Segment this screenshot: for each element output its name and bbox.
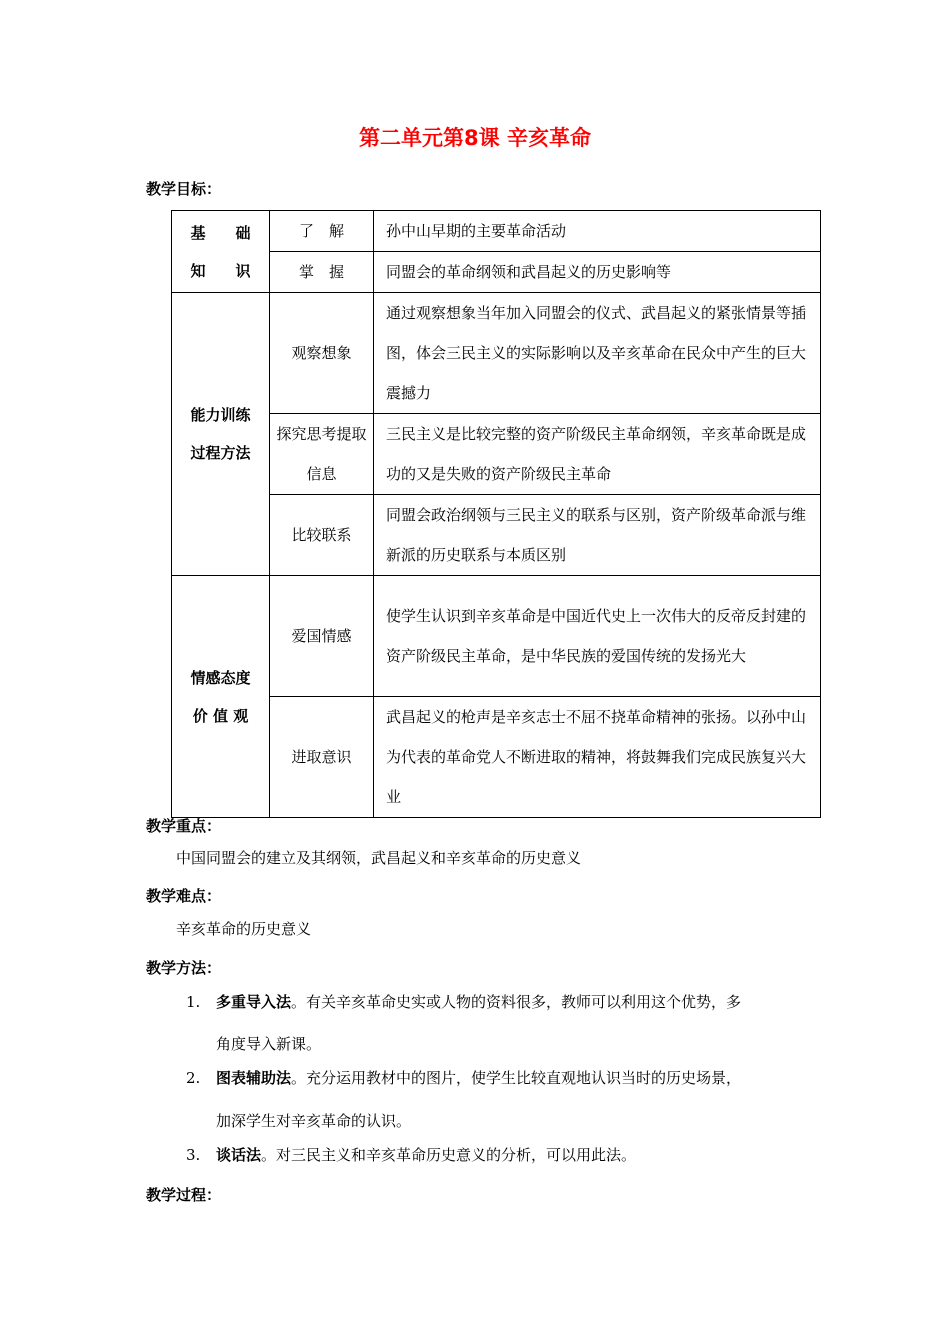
table-row (172, 252, 821, 293)
method-continuation: 加深学生对辛亥革命的认识。 (216, 1112, 412, 1130)
process-heading: 教学过程： (146, 1186, 222, 1204)
category-ability (172, 293, 270, 576)
category-line: 过程方法 (190, 444, 251, 462)
content-cell: 使学生认识到辛亥革命是中国近代史上一次伟大的反帝反封建的资产阶级民主革命，是中华民族的爱国传统的发扬光大 (374, 576, 821, 697)
category-basic (172, 211, 270, 293)
sub-label: 探究思考提取信息 (270, 414, 374, 495)
key-points-text: 中国同盟会的建立及其纲领，武昌起义和辛亥革命的历史意义 (176, 849, 582, 867)
objectives-heading: 教学目标： (146, 180, 222, 198)
method-name: 图表辅助法 (216, 1069, 292, 1087)
content-cell: 三民主义是比较完整的资产阶级民主革命纲领，辛亥革命既是成功的又是失败的资产阶级民主革命 (374, 414, 821, 495)
sub-label: 观察想象 (270, 293, 374, 414)
sub-label: 爱国情感 (270, 576, 374, 697)
list-item (186, 1055, 816, 1102)
method-name: 谈话法 (216, 1146, 262, 1164)
table-row (172, 495, 821, 576)
category-line: 知 识 (190, 261, 251, 280)
category-line: 基 础 (190, 223, 251, 242)
list-number: 1. (186, 993, 201, 1011)
sub-label: 进取意识 (270, 697, 374, 818)
document-title: 第二单元第8课 辛亥革命 (359, 126, 591, 150)
difficulties-heading: 教学难点： (146, 887, 222, 905)
method-name: 多重导入法 (216, 993, 292, 1011)
method-text: 。充分运用教材中的图片，使学生比较直观地认识当时的历史场景， (291, 1069, 742, 1087)
method-text: 。有关辛亥革命史实或人物的资料很多，教师可以利用这个优势，多 (291, 993, 742, 1011)
difficulties-text: 辛亥革命的历史意义 (176, 920, 312, 938)
objectives-table (171, 210, 821, 818)
list-number: 2. (186, 1069, 201, 1087)
category-line: 能力训练 (190, 406, 251, 424)
table-row (172, 414, 821, 495)
content-cell: 同盟会政治纲领与三民主义的联系与区别，资产阶级革命派与维新派的历史联系与本质区别 (374, 495, 821, 576)
method-continuation: 角度导入新课。 (216, 1035, 322, 1053)
table-row (172, 576, 821, 697)
category-line: 情感态度 (190, 668, 251, 687)
sub-label: 掌 握 (270, 252, 374, 293)
table-row (172, 697, 821, 818)
category-line: 价 值 观 (192, 706, 249, 725)
methods-heading: 教学方法： (146, 959, 222, 977)
category-emotion (172, 576, 270, 818)
list-item (186, 979, 816, 1026)
method-text: 。对三民主义和辛亥革命历史意义的分析，可以用此法。 (261, 1146, 637, 1164)
list-item (186, 1132, 816, 1179)
table-row (172, 293, 821, 414)
content-cell: 同盟会的革命纲领和武昌起义的历史影响等 (374, 252, 821, 293)
sub-label: 了 解 (270, 211, 374, 252)
content-cell: 通过观察想象当年加入同盟会的仪式、武昌起义的紧张情景等插图，体会三民主义的实际影响以及辛亥革命在民众中产生的巨大震撼力 (374, 293, 821, 414)
list-number: 3. (186, 1146, 201, 1164)
table-row (172, 211, 821, 252)
sub-label: 比较联系 (270, 495, 374, 576)
content-cell: 武昌起义的枪声是辛亥志士不屈不挠革命精神的张扬。以孙中山为代表的革命党人不断进取的精神，将鼓舞我们完成民族复兴大业 (374, 697, 821, 818)
content-cell: 孙中山早期的主要革命活动 (374, 211, 821, 252)
key-points-heading: 教学重点： (146, 817, 222, 835)
